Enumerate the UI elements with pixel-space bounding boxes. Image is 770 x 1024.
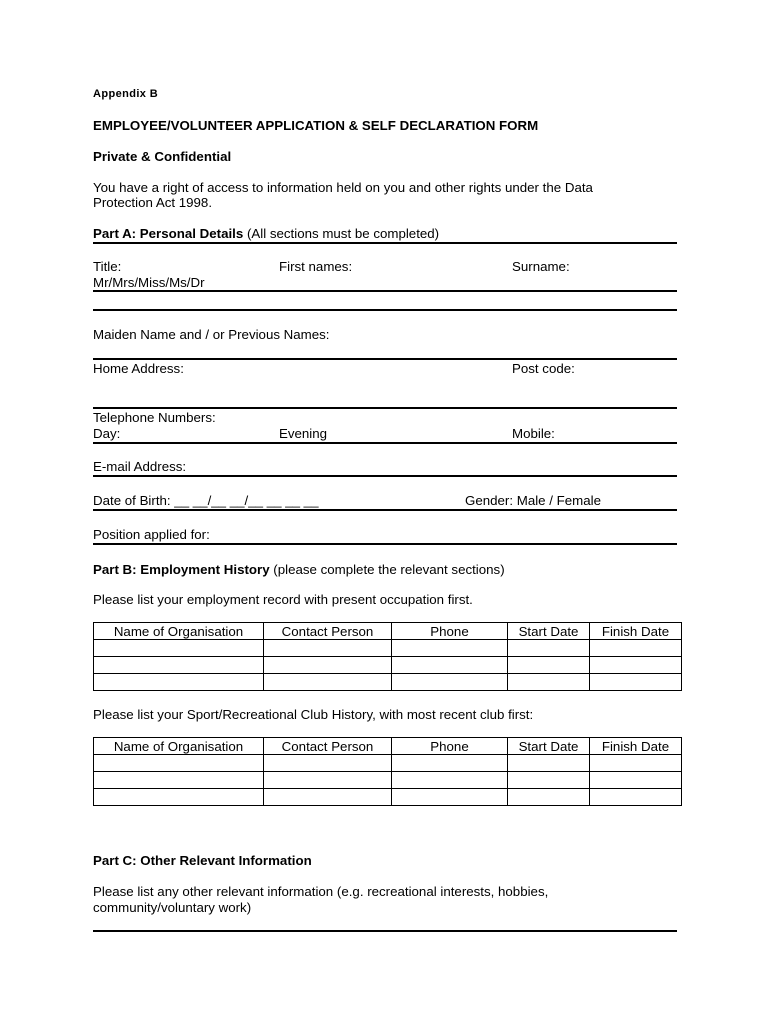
title-options[interactable]: Mr/Mrs/Miss/Ms/Dr [93,275,205,290]
dob-label[interactable]: Date of Birth: __ __/__ __/__ __ __ __ [93,493,319,508]
evening-phone-label[interactable]: Evening [279,426,328,441]
table-cell[interactable] [264,674,392,691]
table-cell[interactable] [590,772,682,789]
table-row [94,657,682,674]
table-cell[interactable] [94,755,264,772]
table-cell[interactable] [508,657,590,674]
divider [93,509,677,511]
table-cell[interactable] [590,674,682,691]
day-phone-label[interactable]: Day: [93,426,121,441]
postcode-label[interactable]: Post code: [512,361,575,376]
table-cell[interactable] [94,657,264,674]
table-row [94,772,682,789]
column-header: Start Date [508,738,590,755]
table-header-row [94,738,682,755]
employment-intro: Please list your employment record with present occupation first. [93,592,473,607]
table-cell[interactable] [590,755,682,772]
part-a-note: (All sections must be completed) [243,226,440,241]
table-cell[interactable] [392,674,508,691]
part-a-title: Part A: Personal Details [93,226,244,241]
divider [93,358,677,360]
column-header: Contact Person [264,738,392,755]
column-header: Phone [392,623,508,640]
table-cell[interactable] [94,640,264,657]
table-cell[interactable] [264,640,392,657]
position-label[interactable]: Position applied for: [93,527,210,542]
column-header: Start Date [508,623,590,640]
table-cell[interactable] [508,789,590,806]
form-title: EMPLOYEE/VOLUNTEER APPLICATION & SELF DECLARATION FORM [93,118,539,133]
title-label: Title: [93,259,122,274]
email-label[interactable]: E-mail Address: [93,459,187,474]
first-names-label[interactable]: First names: [279,259,353,274]
gender-label[interactable]: Gender: Male / Female [465,493,601,508]
table-cell[interactable] [392,755,508,772]
table-cell[interactable] [590,657,682,674]
divider [93,930,677,932]
telephone-label: Telephone Numbers: [93,410,216,425]
table-row [94,674,682,691]
table-cell[interactable] [590,789,682,806]
part-c-heading: Part C: Other Relevant Information [93,853,312,868]
divider [93,442,677,444]
table-cell[interactable] [264,657,392,674]
table-cell[interactable] [508,755,590,772]
table-cell[interactable] [392,640,508,657]
column-header: Finish Date [590,738,682,755]
table-cell[interactable] [508,640,590,657]
club-intro: Please list your Sport/Recreational Club History, with most recent club first: [93,707,534,722]
part-b-title: Part B: Employment History [93,562,270,577]
divider [93,543,677,545]
confidential-label: Private & Confidential [93,149,232,164]
column-header: Name of Organisation [94,623,264,640]
part-c-intro-line-1: Please list any other relevant information (e.g. recreational interests, hobbies, [93,884,549,899]
divider [93,242,677,244]
table-cell[interactable] [508,674,590,691]
table-cell[interactable] [94,772,264,789]
column-header: Contact Person [264,623,392,640]
divider [93,290,677,292]
table-header-row [94,623,682,640]
part-b-note: (please complete the relevant sections) [269,562,505,577]
table-cell[interactable] [590,640,682,657]
table-cell[interactable] [508,772,590,789]
appendix-label: Appendix B [93,88,159,100]
employment-table [93,622,682,691]
table-cell[interactable] [392,772,508,789]
part-b-heading [93,562,505,577]
table-cell[interactable] [392,789,508,806]
access-rights-line-1: You have a right of access to information held on you and other rights under the Data [93,180,593,195]
access-rights-line-2: Protection Act 1998. [93,195,213,210]
column-header: Name of Organisation [94,738,264,755]
surname-label[interactable]: Surname: [512,259,570,274]
part-c-intro-line-2: community/voluntary work) [93,900,252,915]
table-cell[interactable] [264,755,392,772]
table-cell[interactable] [94,789,264,806]
divider [93,309,677,311]
maiden-name-label[interactable]: Maiden Name and / or Previous Names: [93,327,330,342]
divider [93,475,677,477]
table-row [94,789,682,806]
home-address-label[interactable]: Home Address: [93,361,184,376]
table-row [94,755,682,772]
table-cell[interactable] [264,772,392,789]
table-cell[interactable] [94,674,264,691]
table-row [94,640,682,657]
club-table [93,737,682,806]
column-header: Phone [392,738,508,755]
table-cell[interactable] [264,789,392,806]
mobile-phone-label[interactable]: Mobile: [512,426,555,441]
table-cell[interactable] [392,657,508,674]
column-header: Finish Date [590,623,682,640]
divider [93,407,677,409]
part-a-heading [93,226,439,241]
